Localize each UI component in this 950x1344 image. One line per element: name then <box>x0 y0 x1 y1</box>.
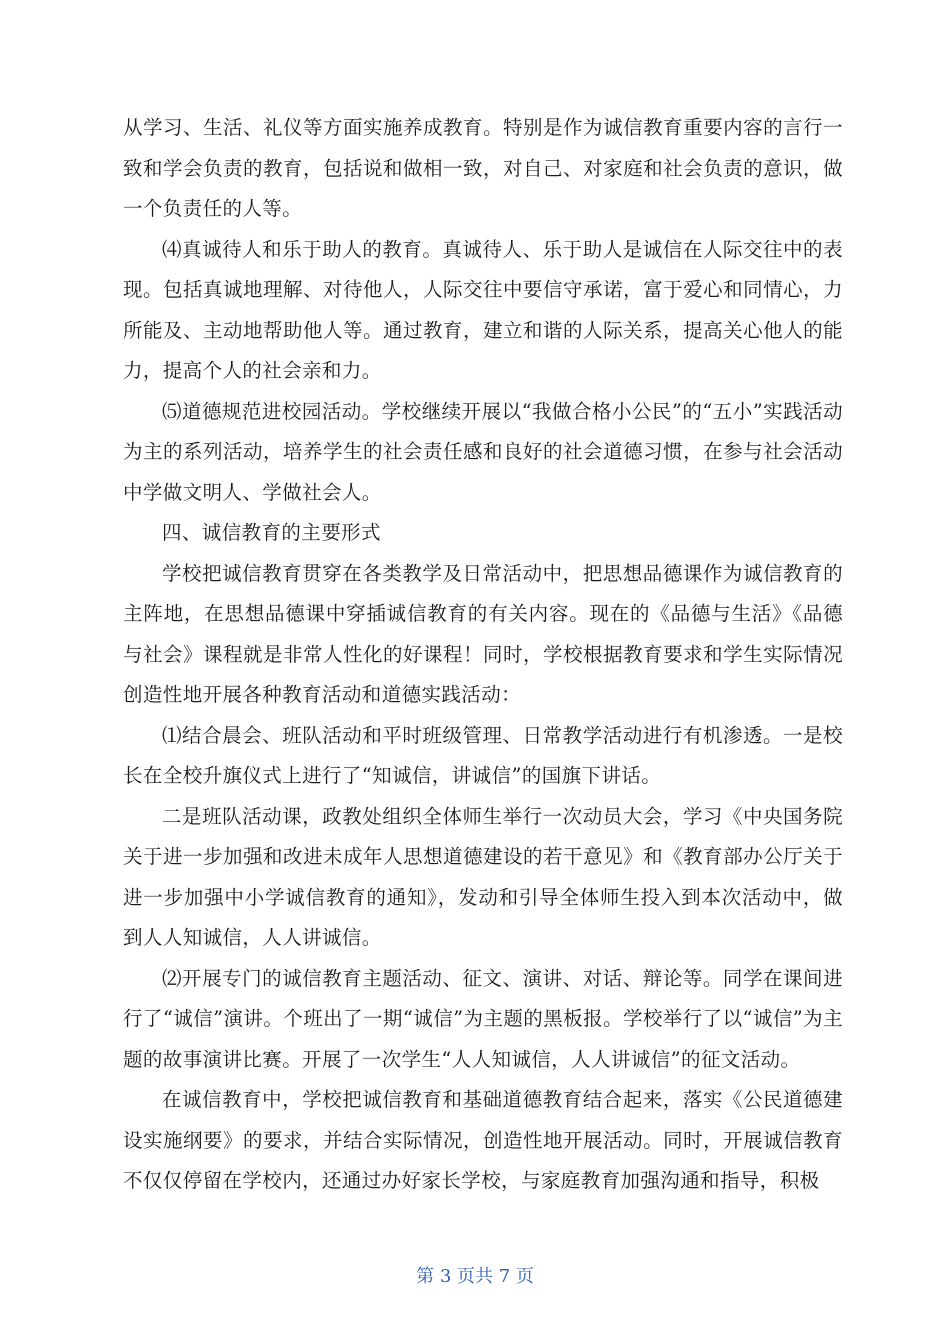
paragraph-2: ⑷真诚待人和乐于助人的教育。真诚待人、乐于助人是诚信在人际交往中的表现。包括真诚地理解、对待他人，人际交往中要信守承诺，富于爱心和同情心，力所能及、主动地帮助他人等。通过教育，建立和谐的人际关系，提高关心他人的能力，提高个人的社会亲和力。 <box>123 237 843 382</box>
section-heading: 四、诚信教育的主要形式 <box>162 521 381 544</box>
page-number-footer: 第 3 页共 7 页 <box>416 1266 534 1287</box>
paragraph-3: ⑸道德规范进校园活动。学校继续开展以“我做合格小公民”的“五小”实践活动为主的系列活动，培养学生的社会责任感和良好的社会道德习惯，在参与社会活动中学做文明人、学做社会人。 <box>123 399 843 504</box>
paragraph-8: ⑵开展专门的诚信教育主题活动、征文、演讲、对话、辩论等。同学在课间进行了“诚信”演讲。个班出了一期“诚信”为主题的黑板报。学校举行了以“诚信”为主题的故事演讲比赛。开展了一次学生“人人知诚信，人人讲诚信”的征文活动。 <box>123 966 843 1071</box>
paragraph-5: 学校把诚信教育贯穿在各类教学及日常活动中，把思想品德课作为诚信教育的主阵地，在思想品德课中穿插诚信教育的有关内容。现在的《品德与生活》《品德与社会》课程就是非常人性化的好课程！同时，学校根据教育要求和学生实际情况创造性地开展各种教育活动和道德实践活动： <box>123 561 843 706</box>
document-body <box>123 108 843 1202</box>
paragraph-6: ⑴结合晨会、班队活动和平时班级管理、日常教学活动进行有机渗透。一是校长在全校升旗仪式上进行了“知诚信，讲诚信”的国旗下讲话。 <box>123 723 843 787</box>
paragraph-1: 从学习、生活、礼仪等方面实施养成教育。特别是作为诚信教育重要内容的言行一致和学会负责的教育，包括说和做相一致，对自己、对家庭和社会负责的意识，做一个负责任的人等。 <box>123 116 843 220</box>
paragraph-7: 二是班队活动课，政教处组织全体师生举行一次动员大会，学习《中央国务院关于进一步加强和改进未成年人思想道德建设的若干意见》和《教育部办公厅关于进一步加强中小学诚信教育的通知》，发动和引导全体师生投入到本次活动中，做到人人知诚信，人人讲诚信。 <box>123 804 843 949</box>
paragraph-9: 在诚信教育中，学校把诚信教育和基础道德教育结合起来，落实《公民道德建设实施纲要》的要求，并结合实际情况，创造性地开展活动。同时，开展诚信教育不仅仅停留在学校内，还通过办好家长学校，与家庭教育加强沟通和指导，积极 <box>123 1088 843 1192</box>
